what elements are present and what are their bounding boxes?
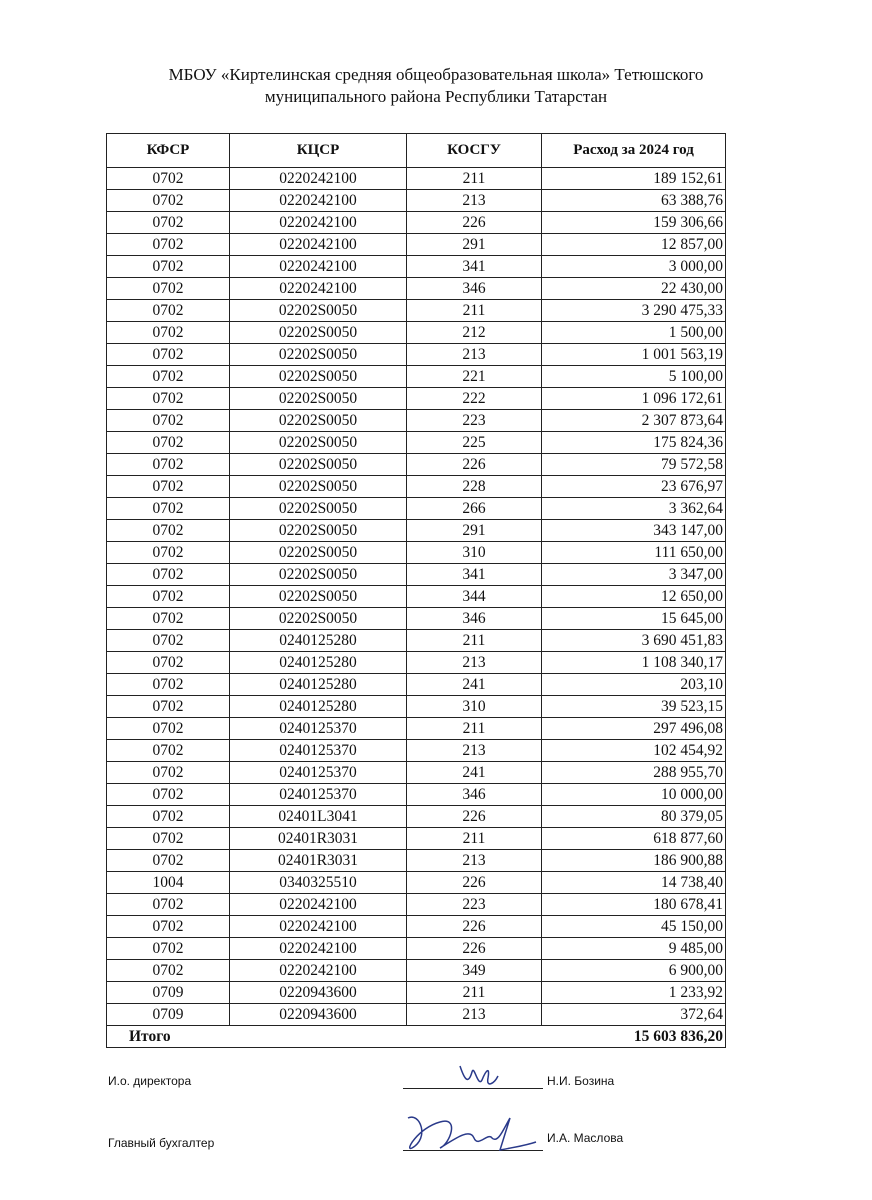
table-row — [107, 828, 726, 850]
table-row — [107, 872, 726, 894]
kfsr-cell: 0702 — [107, 212, 230, 234]
expense-cell: 79 572,58 — [542, 454, 726, 476]
kfsr-cell: 0702 — [107, 256, 230, 278]
expense-cell: 111 650,00 — [542, 542, 726, 564]
kfsr-cell: 0702 — [107, 740, 230, 762]
expense-cell: 14 738,40 — [542, 872, 726, 894]
column-header-kcsr: КЦСР — [230, 134, 407, 168]
kosgu-cell: 226 — [407, 806, 542, 828]
kfsr-cell: 1004 — [107, 872, 230, 894]
kcsr-cell: 0220943600 — [230, 1004, 407, 1026]
kosgu-cell: 226 — [407, 212, 542, 234]
table-row — [107, 696, 726, 718]
kcsr-cell: 0220242100 — [230, 256, 407, 278]
director-title: И.о. директора — [108, 1074, 192, 1088]
expense-cell: 3 362,64 — [542, 498, 726, 520]
kcsr-cell: 0220242100 — [230, 960, 407, 982]
kosgu-cell: 226 — [407, 938, 542, 960]
table-row — [107, 806, 726, 828]
table-row — [107, 498, 726, 520]
kcsr-cell: 02202S0050 — [230, 388, 407, 410]
table-row — [107, 278, 726, 300]
accountant-name: И.А. Маслова — [547, 1131, 624, 1145]
kcsr-cell: 0240125370 — [230, 740, 407, 762]
expense-cell: 45 150,00 — [542, 916, 726, 938]
kosgu-cell: 341 — [407, 564, 542, 586]
expense-cell: 22 430,00 — [542, 278, 726, 300]
kfsr-cell: 0702 — [107, 696, 230, 718]
expense-cell: 1 096 172,61 — [542, 388, 726, 410]
total-row — [107, 1026, 726, 1048]
kfsr-cell: 0702 — [107, 564, 230, 586]
table-row — [107, 784, 726, 806]
kfsr-cell: 0709 — [107, 982, 230, 1004]
table-row — [107, 410, 726, 432]
kosgu-cell: 213 — [407, 740, 542, 762]
kosgu-cell: 211 — [407, 300, 542, 322]
kosgu-cell: 349 — [407, 960, 542, 982]
kosgu-cell: 211 — [407, 982, 542, 1004]
kfsr-cell: 0702 — [107, 410, 230, 432]
kcsr-cell: 0240125370 — [230, 784, 407, 806]
expense-cell: 23 676,97 — [542, 476, 726, 498]
kcsr-cell: 0240125280 — [230, 674, 407, 696]
kosgu-cell: 344 — [407, 586, 542, 608]
kosgu-cell: 228 — [407, 476, 542, 498]
kcsr-cell: 0240125280 — [230, 630, 407, 652]
kfsr-cell: 0702 — [107, 454, 230, 476]
table-row — [107, 960, 726, 982]
expense-cell: 203,10 — [542, 674, 726, 696]
kcsr-cell: 02202S0050 — [230, 322, 407, 344]
kcsr-cell: 0220943600 — [230, 982, 407, 1004]
table-header-row — [107, 134, 726, 168]
kcsr-cell: 02202S0050 — [230, 498, 407, 520]
kosgu-cell: 346 — [407, 278, 542, 300]
kcsr-cell: 02202S0050 — [230, 366, 407, 388]
expense-cell: 1 108 340,17 — [542, 652, 726, 674]
kcsr-cell: 02401R3031 — [230, 850, 407, 872]
table-row — [107, 762, 726, 784]
kosgu-cell: 346 — [407, 608, 542, 630]
kosgu-cell: 211 — [407, 168, 542, 190]
expense-cell: 3 000,00 — [542, 256, 726, 278]
table-row — [107, 894, 726, 916]
kfsr-cell: 0702 — [107, 322, 230, 344]
kosgu-cell: 221 — [407, 366, 542, 388]
kfsr-cell: 0702 — [107, 674, 230, 696]
kosgu-cell: 225 — [407, 432, 542, 454]
kosgu-cell: 213 — [407, 850, 542, 872]
table-row — [107, 740, 726, 762]
total-label: Итого — [107, 1026, 542, 1048]
kosgu-cell: 222 — [407, 388, 542, 410]
kosgu-cell: 226 — [407, 872, 542, 894]
expense-cell: 297 496,08 — [542, 718, 726, 740]
kosgu-cell: 213 — [407, 190, 542, 212]
expense-cell: 618 877,60 — [542, 828, 726, 850]
kcsr-cell: 02202S0050 — [230, 454, 407, 476]
kfsr-cell: 0702 — [107, 828, 230, 850]
kosgu-cell: 310 — [407, 696, 542, 718]
kfsr-cell: 0702 — [107, 542, 230, 564]
kosgu-cell: 211 — [407, 718, 542, 740]
column-header-kosgu: КОСГУ — [407, 134, 542, 168]
kosgu-cell: 213 — [407, 1004, 542, 1026]
accountant-signature — [400, 1108, 540, 1158]
kfsr-cell: 0702 — [107, 344, 230, 366]
table-row — [107, 718, 726, 740]
kfsr-cell: 0702 — [107, 366, 230, 388]
kosgu-cell: 213 — [407, 344, 542, 366]
kosgu-cell: 241 — [407, 674, 542, 696]
table-row — [107, 190, 726, 212]
kfsr-cell: 0702 — [107, 762, 230, 784]
kfsr-cell: 0702 — [107, 806, 230, 828]
expense-cell: 189 152,61 — [542, 168, 726, 190]
kcsr-cell: 02202S0050 — [230, 608, 407, 630]
kfsr-cell: 0702 — [107, 388, 230, 410]
kcsr-cell: 0240125280 — [230, 652, 407, 674]
table-row — [107, 366, 726, 388]
kfsr-cell: 0702 — [107, 278, 230, 300]
kcsr-cell: 0220242100 — [230, 212, 407, 234]
column-header-expense: Расход за 2024 год — [542, 134, 726, 168]
expense-table — [106, 133, 726, 1048]
kcsr-cell: 02202S0050 — [230, 542, 407, 564]
kfsr-cell: 0702 — [107, 894, 230, 916]
kosgu-cell: 223 — [407, 894, 542, 916]
table-row — [107, 586, 726, 608]
kcsr-cell: 0220242100 — [230, 234, 407, 256]
kcsr-cell: 02202S0050 — [230, 410, 407, 432]
kosgu-cell: 212 — [407, 322, 542, 344]
kcsr-cell: 02202S0050 — [230, 564, 407, 586]
kosgu-cell: 346 — [407, 784, 542, 806]
kfsr-cell: 0702 — [107, 190, 230, 212]
expense-cell: 102 454,92 — [542, 740, 726, 762]
table-row — [107, 432, 726, 454]
kfsr-cell: 0702 — [107, 432, 230, 454]
table-row — [107, 344, 726, 366]
table-row — [107, 388, 726, 410]
accountant-title: Главный бухгалтер — [108, 1136, 215, 1150]
kosgu-cell: 341 — [407, 256, 542, 278]
table-row — [107, 542, 726, 564]
expense-cell: 80 379,05 — [542, 806, 726, 828]
table-row — [107, 608, 726, 630]
table-row — [107, 168, 726, 190]
kfsr-cell: 0702 — [107, 586, 230, 608]
kcsr-cell: 02202S0050 — [230, 432, 407, 454]
kcsr-cell: 0240125280 — [230, 696, 407, 718]
table-row — [107, 564, 726, 586]
kcsr-cell: 0240125370 — [230, 762, 407, 784]
column-header-kfsr: КФСР — [107, 134, 230, 168]
title-line-1: МБОУ «Киртелинская средняя общеобразовательная школа» Тетюшского — [168, 65, 704, 84]
expense-cell: 9 485,00 — [542, 938, 726, 960]
kcsr-cell: 0240125370 — [230, 718, 407, 740]
kfsr-cell: 0702 — [107, 652, 230, 674]
table-row — [107, 520, 726, 542]
table-row — [107, 322, 726, 344]
kcsr-cell: 02202S0050 — [230, 520, 407, 542]
table-row — [107, 212, 726, 234]
kosgu-cell: 211 — [407, 828, 542, 850]
table-row — [107, 234, 726, 256]
kcsr-cell: 0340325510 — [230, 872, 407, 894]
table-row — [107, 300, 726, 322]
expense-cell: 1 233,92 — [542, 982, 726, 1004]
table-row — [107, 938, 726, 960]
kcsr-cell: 02202S0050 — [230, 344, 407, 366]
kfsr-cell: 0702 — [107, 476, 230, 498]
kcsr-cell: 0220242100 — [230, 938, 407, 960]
kcsr-cell: 02202S0050 — [230, 586, 407, 608]
expense-cell: 15 645,00 — [542, 608, 726, 630]
expense-cell: 3 347,00 — [542, 564, 726, 586]
kfsr-cell: 0702 — [107, 916, 230, 938]
kosgu-cell: 310 — [407, 542, 542, 564]
kfsr-cell: 0702 — [107, 718, 230, 740]
kcsr-cell: 02401R3031 — [230, 828, 407, 850]
expense-cell: 1 001 563,19 — [542, 344, 726, 366]
kcsr-cell: 02401L3041 — [230, 806, 407, 828]
table-row — [107, 916, 726, 938]
kosgu-cell: 241 — [407, 762, 542, 784]
expense-cell: 10 000,00 — [542, 784, 726, 806]
expense-cell: 159 306,66 — [542, 212, 726, 234]
kfsr-cell: 0709 — [107, 1004, 230, 1026]
kosgu-cell: 223 — [407, 410, 542, 432]
kcsr-cell: 0220242100 — [230, 278, 407, 300]
kfsr-cell: 0702 — [107, 630, 230, 652]
expense-cell: 343 147,00 — [542, 520, 726, 542]
expense-cell: 39 523,15 — [542, 696, 726, 718]
kcsr-cell: 0220242100 — [230, 894, 407, 916]
kosgu-cell: 291 — [407, 234, 542, 256]
kosgu-cell: 226 — [407, 916, 542, 938]
expense-cell: 2 307 873,64 — [542, 410, 726, 432]
kosgu-cell: 213 — [407, 652, 542, 674]
expense-cell: 372,64 — [542, 1004, 726, 1026]
kfsr-cell: 0702 — [107, 850, 230, 872]
director-name: Н.И. Бозина — [547, 1074, 615, 1088]
kosgu-cell: 291 — [407, 520, 542, 542]
table-row — [107, 850, 726, 872]
expense-cell: 180 678,41 — [542, 894, 726, 916]
table-row — [107, 674, 726, 696]
expense-cell: 63 388,76 — [542, 190, 726, 212]
table-row — [107, 982, 726, 1004]
kcsr-cell: 0220242100 — [230, 916, 407, 938]
kfsr-cell: 0702 — [107, 300, 230, 322]
kosgu-cell: 226 — [407, 454, 542, 476]
expense-cell: 288 955,70 — [542, 762, 726, 784]
title-line-2: муниципального района Республики Татарстан — [264, 87, 608, 106]
kfsr-cell: 0702 — [107, 498, 230, 520]
kosgu-cell: 211 — [407, 630, 542, 652]
expense-cell: 3 690 451,83 — [542, 630, 726, 652]
kosgu-cell: 266 — [407, 498, 542, 520]
kfsr-cell: 0702 — [107, 960, 230, 982]
expense-cell: 6 900,00 — [542, 960, 726, 982]
kcsr-cell: 02202S0050 — [230, 300, 407, 322]
expense-cell: 12 650,00 — [542, 586, 726, 608]
kcsr-cell: 02202S0050 — [230, 476, 407, 498]
kcsr-cell: 0220242100 — [230, 168, 407, 190]
kfsr-cell: 0702 — [107, 938, 230, 960]
expense-cell: 1 500,00 — [542, 322, 726, 344]
table-row — [107, 1004, 726, 1026]
kfsr-cell: 0702 — [107, 608, 230, 630]
document-title — [0, 64, 872, 108]
kcsr-cell: 0220242100 — [230, 190, 407, 212]
total-value: 15 603 836,20 — [542, 1026, 726, 1048]
table-row — [107, 630, 726, 652]
kfsr-cell: 0702 — [107, 234, 230, 256]
director-signature — [450, 1058, 520, 1092]
expense-cell: 3 290 475,33 — [542, 300, 726, 322]
table-row — [107, 476, 726, 498]
kfsr-cell: 0702 — [107, 520, 230, 542]
expense-cell: 175 824,36 — [542, 432, 726, 454]
table-row — [107, 454, 726, 476]
table-row — [107, 256, 726, 278]
expense-cell: 12 857,00 — [542, 234, 726, 256]
expense-cell: 5 100,00 — [542, 366, 726, 388]
kfsr-cell: 0702 — [107, 168, 230, 190]
table-row — [107, 652, 726, 674]
expense-cell: 186 900,88 — [542, 850, 726, 872]
kfsr-cell: 0702 — [107, 784, 230, 806]
